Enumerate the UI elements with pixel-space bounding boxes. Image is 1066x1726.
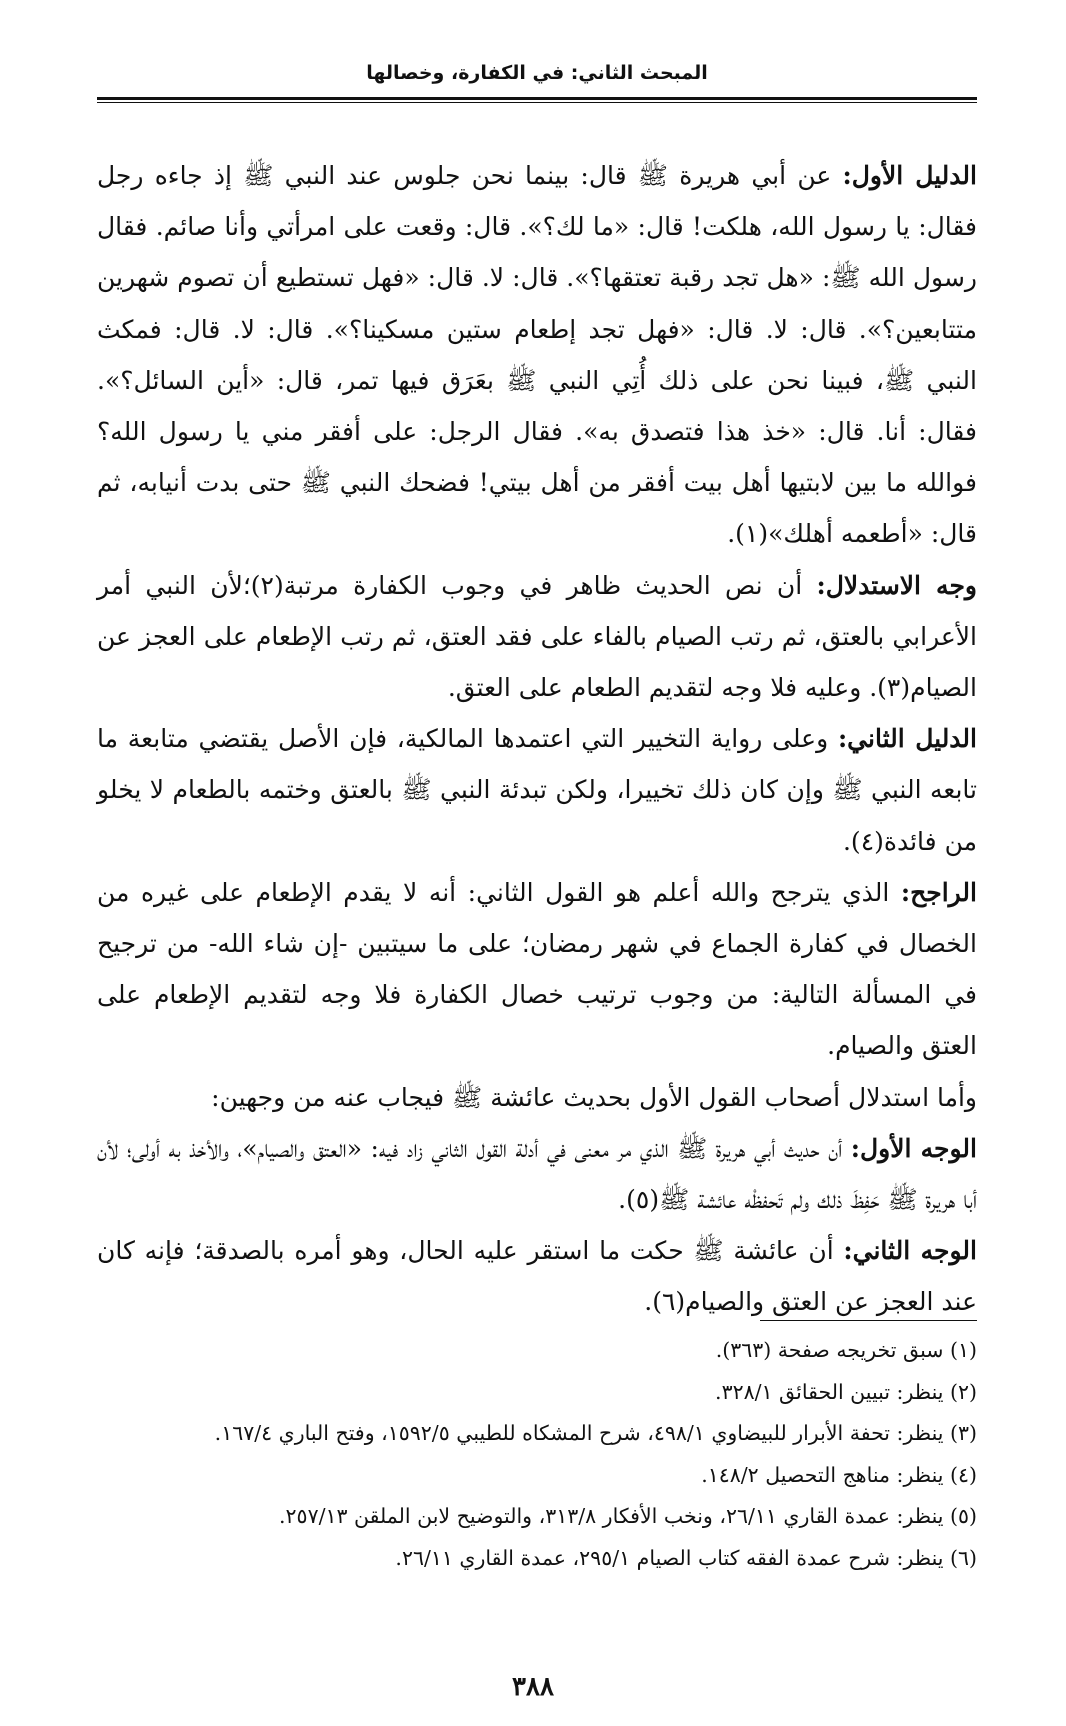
paragraph-heading: الدليل الأول: — [842, 161, 977, 190]
footnote: (٣) ينظر: تحفة الأبرار للبيضاوي ٤٩٨/١، شرح المشكاه للطيبي ١٥٩٢/٥، وفتح الباري ١٦٧/٤. — [214, 1421, 977, 1445]
paragraph-second-evidence — [97, 713, 977, 867]
page-number: ٣٨٨ — [512, 1672, 554, 1702]
paragraph-text: أن حديث أبي هريرة ﷺ الذي مر معنى في أدلة القول الثاني زاد فيه: «العتق والصيام»، والأخذ به أولى؛ لأن أبا هريرة ﷺ حَفِظَ ذلك ولم تَحفظْه عائشة ﷺ(٥). — [97, 1133, 977, 1215]
paragraph-reply-intro — [97, 1072, 977, 1123]
paragraph-second-aspect — [97, 1225, 977, 1327]
paragraph-heading: الوجه الثاني: — [843, 1236, 977, 1266]
paragraph-text: وعلى رواية التخيير التي اعتمدها المالكية، فإن الأصل يقتضي متابعة ما تابعه النبي ﷺ وإن كان ذلك تخييرا، ولكن تبدئة النبي ﷺ بالعتق وختمه بالطعام لا يخلو من فائدة(٤). — [97, 724, 977, 856]
paragraph-first-aspect — [97, 1123, 977, 1225]
paragraph-heading: وجه الاستدلال: — [816, 570, 977, 600]
footnotes — [97, 1330, 977, 1579]
paragraph-text: الذي يترجح والله أعلم هو القول الثاني: أنه لا يقدم الإطعام على غيره من الخصال في كفارة الجماع في شهر رمضان؛ على ما سيتبين -إن شاء الله- من ترجيح في المسألة التالية: من وجوب ترتيب خصال الكفارة فلا وجه لتقديم الإطعام على العتق والصيام. — [97, 877, 977, 1061]
paragraph-inference — [97, 560, 977, 714]
paragraph-heading: الراجح: — [900, 877, 977, 907]
main-text — [97, 150, 977, 1328]
footnote: (١) سبق تخريجه صفحة (٣٦٣). — [715, 1338, 977, 1362]
footnote: (٦) ينظر: شرح عمدة الفقه كتاب الصيام ٢٩٥/١، عمدة القاري ٢٦/١١. — [395, 1545, 977, 1570]
footnote: (٤) ينظر: مناهج التحصيل ١٤٨/٢. — [701, 1462, 977, 1487]
footnote: (٥) ينظر: عمدة القاري ٢٦/١١، ونخب الأفكار ٣١٣/٨، والتوضيح لابن الملقن ٢٥٧/١٣. — [279, 1504, 977, 1528]
paragraph-first-evidence — [97, 150, 977, 560]
paragraph-text: وأما استدلال أصحاب القول الأول بحديث عائشة ﷺ فيجاب عنه من وجهين: — [211, 1082, 977, 1112]
footnote-separator — [760, 1320, 977, 1321]
paragraph-text: أن نص الحديث ظاهر في وجوب الكفارة مرتبة(٢)؛لأن النبي أمر الأعرابي بالعتق، ثم رتب الصيام بالفاء على فقد العتق، ثم رتب الإطعام على العجز عن الصيام(٣). وعليه فلا وجه لتقديم الطعام على العتق. — [97, 570, 977, 703]
paragraph-heading: الدليل الثاني: — [837, 724, 977, 754]
paragraph-text: عن أبي هريرة ﷺ قال: بينما نحن جلوس عند النبي ﷺ إذ جاءه رجل فقال: يا رسول الله، هلكت! قال: «ما لك؟». قال: وقعت على امرأتي وأنا صائم. فقال رسول الله ﷺ: «هل تجد رقبة تعتقها؟». قال: لا. قال: «فهل تستطيع أن تصوم شهرين متتابعين؟». قال: لا. قال: «فهل تجد إطعام ستين مسكينا؟». قال: لا. قال: فمكث النبي ﷺ، فبينا نحن على ذلك أُتِي النبي ﷺ بعَرَق فيها تمر، قال: «أين السائل؟». فقال: أنا. قال: «خذ هذا فتصدق به». فقال الرجل: على أفقر مني يا رسول الله؟ فوالله ما بين لابتيها أهل بيت أفقر من أهل بيتي! فضحك النبي ﷺ حتى بدت أنيابه، ثم قال: «أطعمه أهلك»(١). — [97, 161, 977, 549]
header-rule — [97, 97, 977, 103]
footnote: (٢) ينظر: تبيين الحقائق ٣٢٨/١. — [715, 1379, 977, 1404]
running-header: المبحث الثاني: في الكفارة، وخصالها — [366, 62, 708, 84]
paragraph-text: أن عائشة ﷺ حكت ما استقر عليه الحال، وهو أمره بالصدقة؛ فإنه كان عند العجز عن العتق والصيام(٦). — [97, 1236, 977, 1317]
paragraph-preferred-view — [97, 867, 977, 1072]
paragraph-heading: الوجه الأول: — [850, 1133, 977, 1163]
